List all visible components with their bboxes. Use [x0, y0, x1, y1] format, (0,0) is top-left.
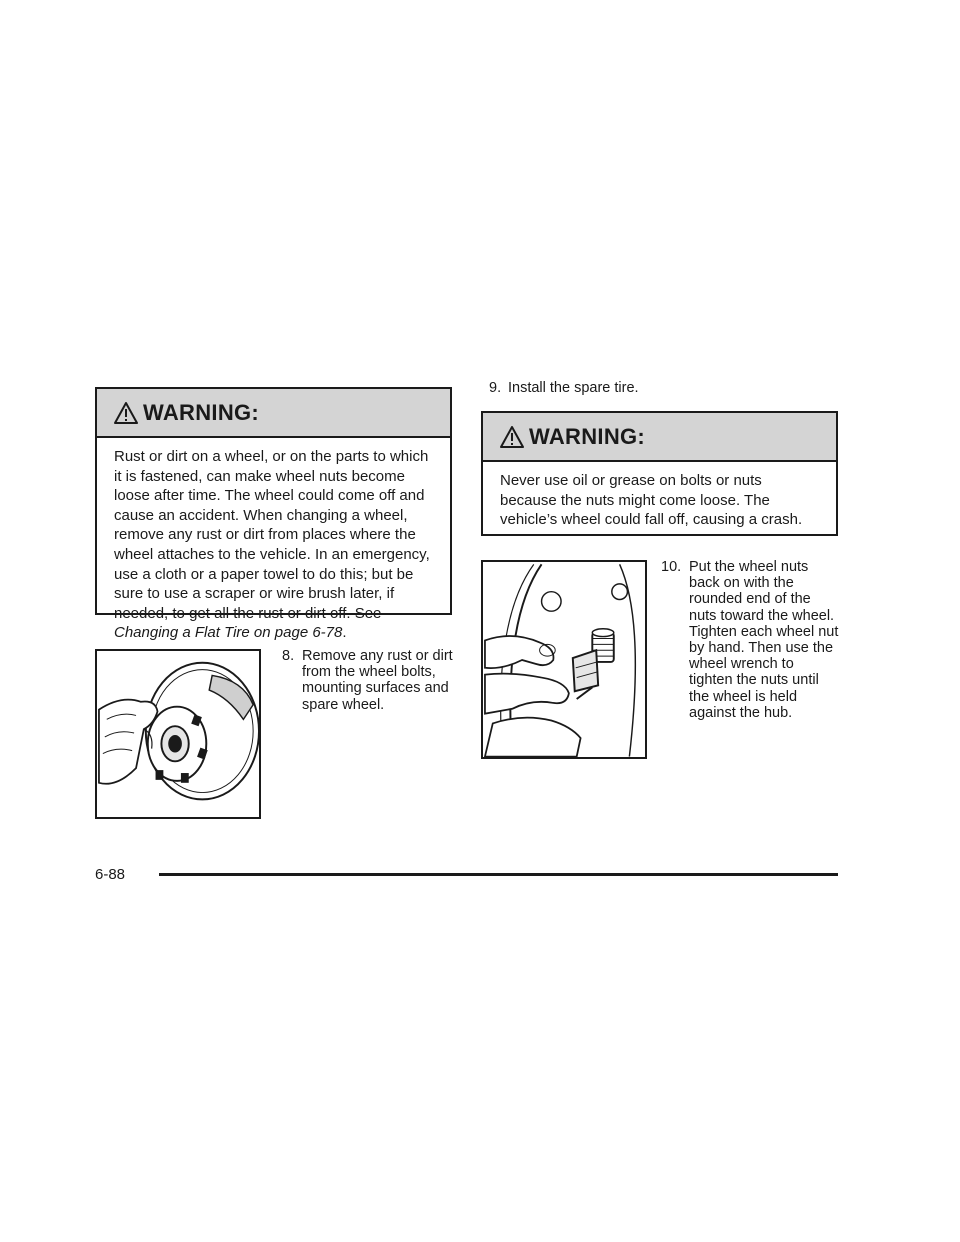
warning-icon [499, 425, 525, 449]
hub-cleaning-illustration [97, 651, 259, 817]
warning-text: Never use oil or grease on bolts or nuts because the nuts might come loose. The vehicle’s wheel could fall off, causing a crash. [500, 472, 803, 529]
warning-title: WARNING: [529, 423, 646, 449]
warning-text-main: Rust or dirt on a wheel, or on the parts to which it is fastened, can make wheel nuts become loose after time. The wheel could come off and cause an accident. When changing a wheel, remove any rust or dirt from places where the wheel attaches to the vehicle. In an emergency, use a cloth or a paper towel to do this; but be sure to use a scraper or wire brush later, if needed, to get all the rust or dirt off. See [114, 448, 430, 622]
wheel-nut-illustration [483, 562, 645, 757]
cross-reference-link[interactable]: Changing a Flat Tire on page 6-78 [114, 624, 343, 642]
step-number: 9. [489, 380, 502, 396]
step-10 [661, 559, 841, 721]
step-9 [489, 380, 839, 396]
warning-text-end: . [342, 624, 347, 642]
warning-box-oil [481, 411, 838, 536]
figure-cleaning-hub [95, 649, 261, 819]
warning-icon [113, 401, 139, 425]
step-8 [282, 648, 454, 713]
warning-title: WARNING: [143, 399, 260, 425]
footer-rule [159, 873, 838, 876]
warning-text [97, 438, 450, 653]
page-number: 6-88 [95, 866, 126, 883]
step-text: Put the wheel nuts back on with the rounded end of the nuts toward the wheel. Tighten each wheel nut by hand. Then use the wheel wrench to tighten the nuts until the wheel is held against the hub. [689, 559, 839, 721]
step-number: 10. [661, 559, 682, 575]
figure-installing-nuts [481, 560, 647, 759]
step-number: 8. [282, 648, 295, 664]
warning-header [97, 389, 450, 438]
warning-header [483, 413, 836, 462]
step-text: Remove any rust or dirt from the wheel bolts, mounting surfaces and spare wheel. [302, 648, 453, 713]
step-text: Install the spare tire. [508, 380, 639, 396]
warning-box-rust [95, 387, 452, 642]
